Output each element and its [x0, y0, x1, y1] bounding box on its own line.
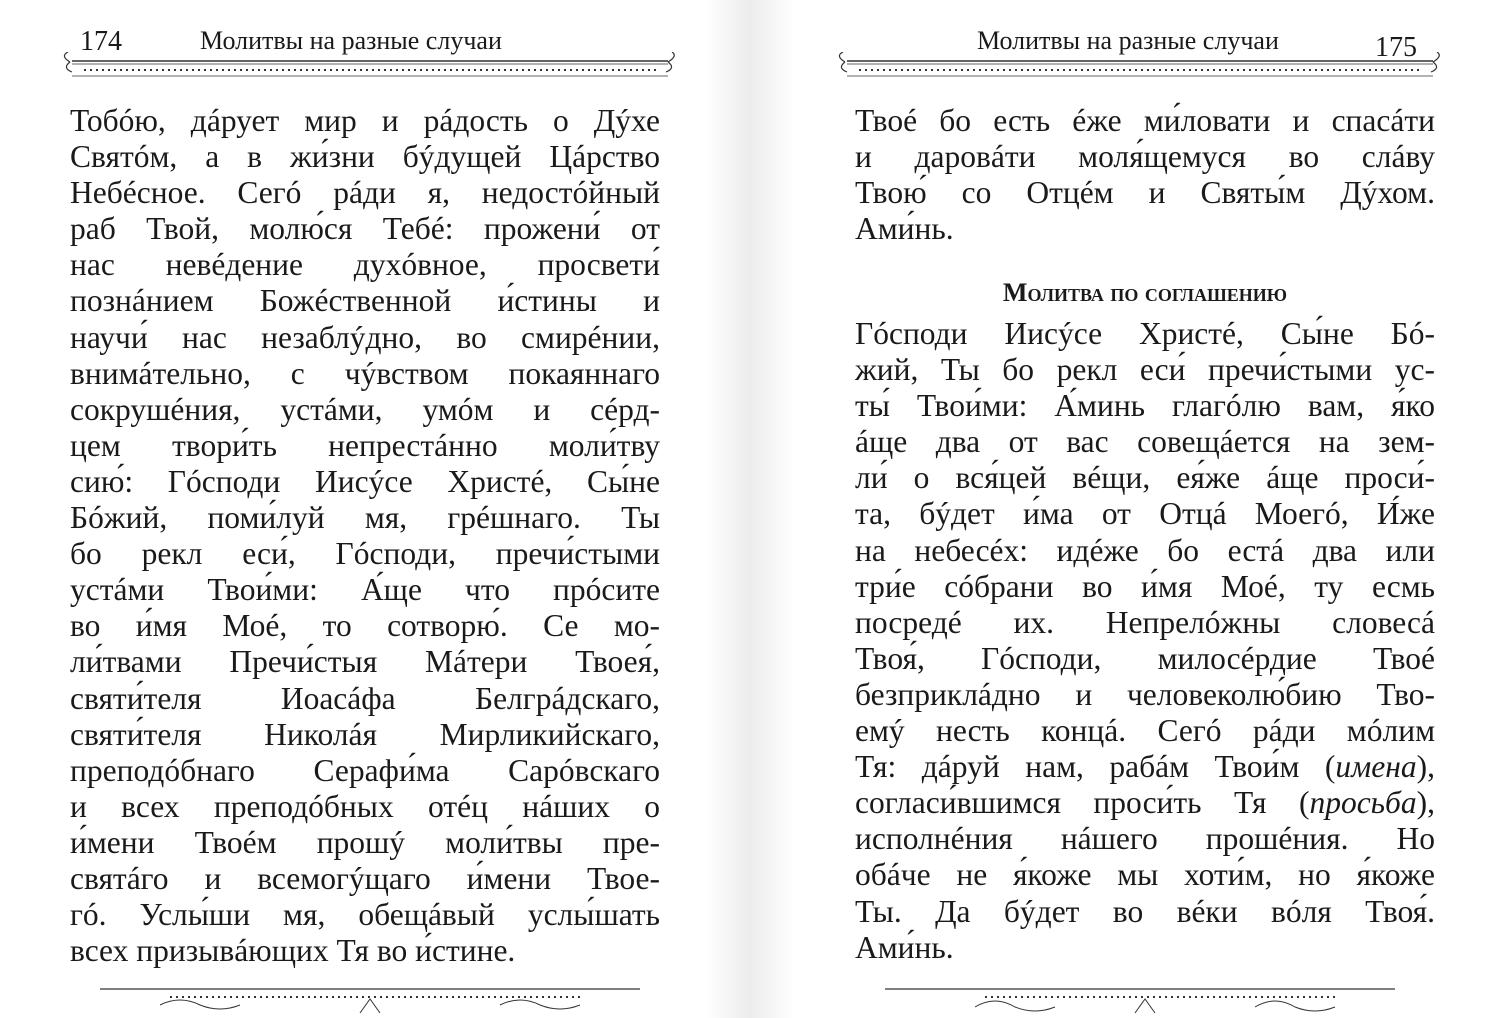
text-line: Ами́нь.: [855, 929, 954, 965]
right-text-body-top: [855, 103, 1435, 247]
left-text-body: [70, 103, 660, 969]
text-line: бо рекл еси́, Гóсподи, пречи́стыми: [70, 536, 660, 572]
text-line: та, бýдет и́ма от Отцá Моегó, И́же: [855, 496, 1435, 532]
right-page: [835, 0, 1445, 1018]
header-ornament: [60, 52, 680, 82]
text-line: Твою́ со Отцéм и Святы́м Дýхом.: [855, 175, 1435, 211]
text-line: Тя: дáруй нам, рабáм Твои́м (имена),: [855, 749, 1435, 785]
section-title: Молитва по соглашению: [1002, 278, 1288, 307]
text-line: познáнием Божéственной и́стины и: [70, 283, 660, 319]
page-number: 175: [1375, 32, 1417, 63]
text-line: три́е сóбрани во и́мя Моé, ту есмь: [855, 568, 1435, 604]
text-line: ты́ Твои́ми: А́минь глагóлю вам, я́ко: [855, 388, 1435, 424]
text-line: Святóм, а в жи́зни бýдущей Цáрство: [70, 139, 660, 175]
text-line: Твоé бо есть éже ми́ловати и спасáти: [855, 103, 1435, 138]
text-line: святáго и всемогýщаго и́мени Твое-: [70, 860, 660, 896]
header-ornament: [835, 52, 1445, 82]
text-line: Ами́нь.: [855, 211, 954, 247]
text-line: и́мени Твоéм прошý моли́твы пре-: [70, 824, 660, 860]
running-title: Молитвы на разные случаи: [200, 26, 502, 55]
text-line: устáми Твои́ми: А́ще что прóсите: [70, 572, 660, 608]
text-line: Гóсподи Иисýсе Христé, Сы́не Бó-: [855, 316, 1435, 351]
text-line: сию́: Гóсподи Иисýсе Христé, Сы́не: [70, 463, 660, 499]
text-line: Твоя́, Гóсподи, милосéрдие Твоé: [855, 640, 1435, 676]
text-line: Небéсное. Сегó рáди я, недостóйный: [70, 175, 660, 211]
italic-placeholder: просьба: [1309, 785, 1417, 821]
text-line: и даровáти моля́щемуся во слáву: [855, 139, 1435, 175]
text-line: Тобóю, дáрует мир и рáдость о Дýхе: [70, 103, 660, 138]
text-line: посредé их. Непрелóжны словесá: [855, 604, 1435, 640]
line-suffix: ),: [1416, 749, 1435, 785]
text-line: сокрушéния, устáми, умóм и сéрд-: [70, 391, 660, 427]
text-line: исполнéния нáшего прошéния. Но: [855, 821, 1435, 857]
text-line: емý несть концá. Сегó рáди мóлим: [855, 713, 1435, 749]
text-line: Бóжий, поми́луй мя, грéшнаго. Ты: [70, 500, 660, 536]
text-line: святи́теля Николáя Мирликийскаго,: [70, 716, 660, 752]
text-line: ли́твами Пречи́стыя Мáтери Твоея́,: [70, 644, 660, 680]
text-line: во и́мя Моé, то сотворю́. Се мо-: [70, 608, 660, 644]
text-line: безприклáдно и человеколю́бию Тво-: [855, 676, 1435, 712]
text-line: преподóбнаго Серафи́ма Сарóвскаго: [70, 752, 660, 788]
text-line: нас невéдение духóвное, просвети́: [70, 247, 660, 283]
text-line: цем твори́ть непрестáнно моли́тву: [70, 427, 660, 463]
text-line: Ты. Да бýдет во вéки вóля Твоя́.: [855, 893, 1435, 929]
text-line: ли́ о вся́цей вéщи, ея́же áще проси́-: [855, 460, 1435, 496]
left-page: [60, 0, 680, 1018]
text-line: святи́теля Иоасáфа Белгрáдскаго,: [70, 680, 660, 716]
running-title: Молитвы на разные случаи: [977, 26, 1279, 55]
text-line: гó. Услы́ши мя, обещáвый услы́шать: [70, 897, 660, 933]
page-number: 174: [80, 26, 122, 57]
italic-placeholder: имена: [1335, 749, 1417, 785]
text-line: на небесéх: идéже бо естá два или: [855, 532, 1435, 568]
footer-ornament: [60, 985, 680, 1015]
text-line: научи́ нас незаблýдно, во смирéнии,: [70, 319, 660, 355]
right-text-body-bottom: [855, 316, 1435, 966]
text-line: и всех преподóбных отéц нáших о: [70, 788, 660, 824]
line-suffix: ),: [1416, 785, 1435, 821]
text-line: жий, Ты бо рекл еси́ пречи́стыми ус-: [855, 352, 1435, 388]
text-line: всех призывáющих Тя во и́стине.: [70, 933, 516, 969]
text-line: внимáтельно, с чýвством покаяннаго: [70, 355, 660, 391]
text-line: согласи́вшимся проси́ть Тя (просьба),: [855, 785, 1435, 821]
text-line: áще два от вас совещáется на зем-: [855, 424, 1435, 460]
text-line: раб Твой, молю́ся Тебé: прожени́ от: [70, 211, 660, 247]
text-line: обáче не я́коже мы хоти́м, но я́коже: [855, 857, 1435, 893]
footer-ornament: [835, 985, 1445, 1015]
